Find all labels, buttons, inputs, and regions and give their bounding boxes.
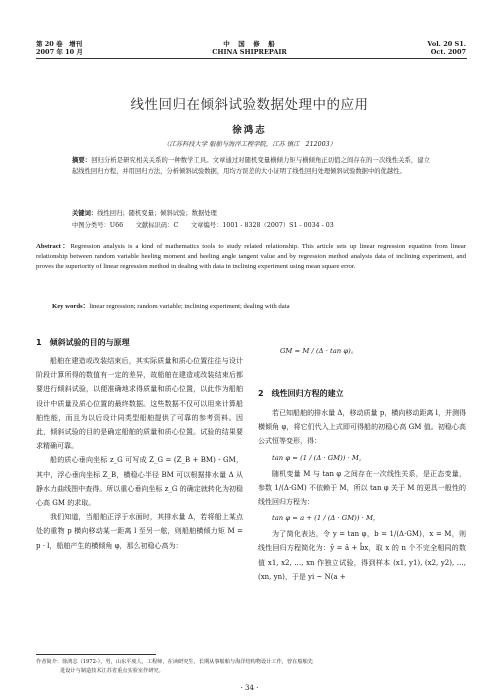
journal-name-en: CHINA SHIPREPAIR	[212, 48, 287, 56]
abstract-zh-label: 摘要：	[72, 157, 92, 164]
equation-tan-phi: tan φ = (1 / (Δ · GM)) · M，	[272, 453, 366, 462]
keywords-en-label: Key words：	[52, 303, 90, 310]
header-date-en: Oct. 2007	[430, 48, 466, 56]
section2-paragraph-3: 为了简化表达，令 y = tan φ，b = 1/(Δ·GM)，x = M，则线性回归方程简化为：ŷ = â + b̂x，取 x 的 n 个不完全相同的数值 x1, x2, …, xn 作独立试验，得到样本 (x1, y1), (x2, y2), …, (xn, yn)，于是 yi ~ N(a +	[258, 530, 466, 581]
section1-body	[36, 354, 243, 553]
equation-gm: GM = M / (Δ · tan φ)。	[280, 347, 358, 355]
paper-author: 徐鸿志	[232, 125, 267, 136]
header-vol-en: Vol. 20 S1.	[427, 40, 466, 48]
abstract-zh	[72, 156, 430, 178]
abstract-en	[36, 242, 466, 272]
equation-regression: tan φ = a + (1 / (Δ · GM)) · M，	[272, 514, 380, 523]
header-date: 2007 年 10 月	[36, 48, 83, 56]
header-center	[0, 40, 499, 56]
author-footnote	[36, 658, 466, 675]
section2-heading: 2 线性回归方程的建立	[258, 389, 344, 398]
keywords-zh-label: 关键词：	[72, 210, 98, 217]
paper-title: 线性回归在倾斜试验数据处理中的应用	[130, 97, 369, 113]
journal-name-zh: 中 国 修 船	[223, 40, 276, 48]
section2-paragraph-1: 若已知船舶的排水量 Δ，移动质量 p，横向移动距离 l，并测得横倾角 φ，将它们代入上式即可得船的初稳心高 GM 值。初稳心高公式恒等变形，得：	[258, 409, 466, 446]
section1-paragraph-1: 船舶在建造或改装结束后，其实际质量和质心位置往往与设计阶段计算所得的数值有一定的差异，故船舶在建造或改装结束后都要进行倾斜试验，以便准确地求得质量和质心位置，以此作为船舶设计中质量及质心位置的最终数据。这些数据不仅可以用来计算船舶性能，而且为以后设计同类型船舶提供了可靠的参考资料。因此，倾斜试验的目的是确定船舶的质量和质心位置。试验的结果要求精确可靠。	[36, 357, 243, 451]
header-rule	[36, 58, 467, 59]
keywords-zh-text: 线性回归；随机变量；倾斜试验；数据处理	[97, 210, 217, 217]
keywords-en	[36, 302, 466, 311]
keywords-zh	[72, 209, 430, 218]
abstract-en-text: Regression analysis is a kind of mathematics tools to study related relationship. This article sets up linear regression equation from linear relationship between random variable heeling moment and heeling angle tangent value and by regression method analysis data of inclining experiment, and proves the superiority of linear regression method in dealing with data in inclining experiment using mean square error.	[36, 243, 466, 270]
keywords-en-text: linear regression; random variable; inclining experiment; dealing with data	[89, 303, 290, 310]
header-right	[427, 40, 466, 56]
footnote-line-1: 作者简介：徐鸿志（1972-），男，山东平度人，工程师，在读研究生，长期从事船舶与海洋结构物设计工作，曾在船舶先	[36, 659, 313, 665]
abstract-zh-text: 回归分析是研究相关关系的一种数学工具。文章通过对随机变量横倾力矩与横倾角正切值之间存在的一次线性关系，建立起线性回归方程，并用回归方法，分析倾斜试验数据，用均方误差的大小证明了线性回归处理倾斜试验数据中的优越性。	[72, 157, 431, 175]
paper-affiliation: （江苏科技大学 船舶与海洋工程学院，江苏 镇江 212003）	[163, 141, 336, 148]
section2-paragraph-2: 随机变量 M 与 tan φ 之间存在一次线性关系，是正态变量，参数 1/(Δ·GM) 不依赖于 M，所以 tan φ 关于 M 的更具一般性的线性回归方程为：	[258, 469, 466, 507]
footnote-rule	[36, 654, 156, 655]
classification-line: 中图分类号：U66 文献标识码：C 文章编号：1001 - 8328（2007）S1 - 0034 - 03	[72, 222, 334, 229]
page-number: · 34 ·	[240, 684, 259, 692]
footnote-line-2: 进设计与制造技术江苏省重点实验室作研究。	[60, 667, 164, 674]
section1-paragraph-3: 我们知道，当船舶正浮于水面时，其排水量 Δ，若将船上某点处的重物 p 横向移动某一距离 l 至另一舷，则船舶横倾力矩 M = p · l，船舶产生的横倾角 φ，那么初稳心高为：	[36, 513, 243, 550]
header-volume: 第 20 卷 增刊	[36, 40, 83, 48]
section1-heading: 1 倾斜试验的目的与原理	[36, 338, 130, 347]
abstract-en-label: Abstract：	[36, 243, 71, 250]
section2-body	[258, 406, 466, 584]
section1-paragraph-2: 船的质心垂向坐标 z_G 可写成 Z_G = (Z_B + BM) - GM，其中，浮心垂向坐标 Z_B，横稳心半径 BM 可以根据排水量 Δ 从静水力曲线图中查得。所以重心垂向坐标 z_G 的确定就转化为初稳心高 GM 的求取。	[36, 456, 243, 508]
